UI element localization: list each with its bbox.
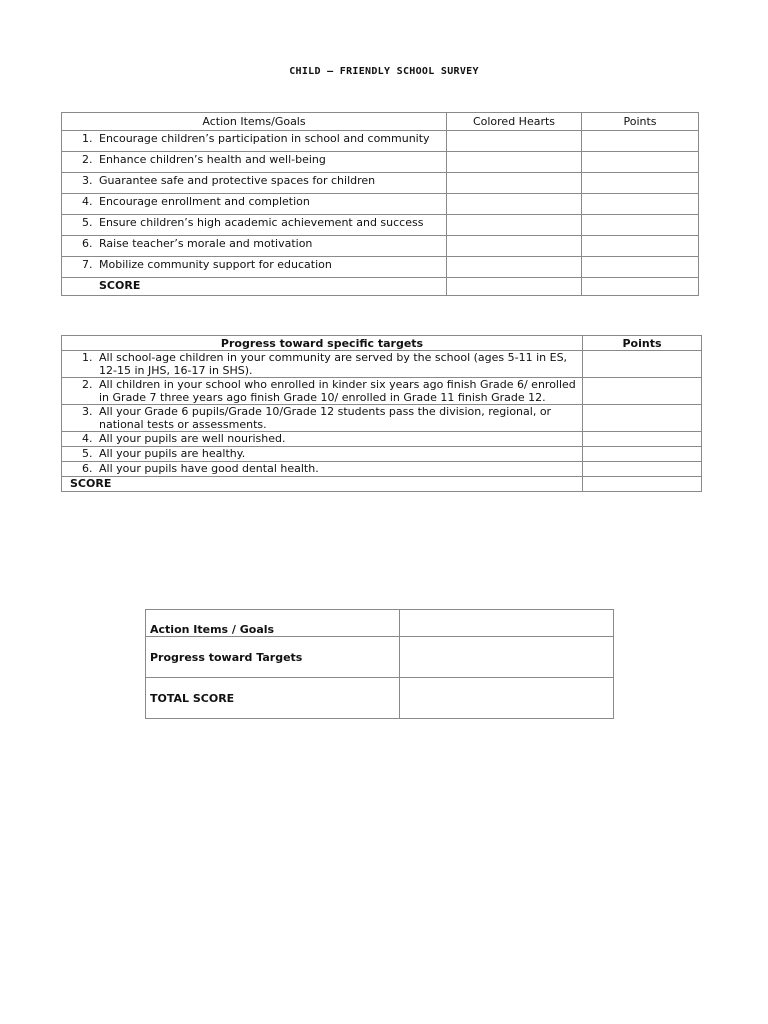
summary-row-progress xyxy=(146,637,614,678)
goals-table xyxy=(61,112,699,296)
goal-item xyxy=(62,152,447,173)
summary-value-cell[interactable] xyxy=(400,610,614,637)
summary-value-cell[interactable] xyxy=(400,637,614,678)
points-cell[interactable] xyxy=(582,236,699,257)
goal-item xyxy=(62,131,447,152)
points-cell[interactable] xyxy=(583,378,702,405)
goals-header-colored-hearts: Colored Hearts xyxy=(447,113,582,131)
goal-text: Encourage enrollment and completion xyxy=(99,195,310,208)
survey-title: CHILD – FRIENDLY SCHOOL SURVEY xyxy=(289,66,479,77)
target-number: 6. xyxy=(82,462,93,475)
targets-header-row xyxy=(62,336,702,351)
table-row xyxy=(62,447,702,462)
target-number: 3. xyxy=(82,405,93,418)
colored-hearts-cell[interactable] xyxy=(447,194,582,215)
points-cell[interactable] xyxy=(583,405,702,432)
goal-number: 7. xyxy=(82,258,93,271)
goal-number: 5. xyxy=(82,216,93,229)
target-number: 1. xyxy=(82,351,93,364)
summary-row-action-items xyxy=(146,610,614,637)
table-row xyxy=(62,405,702,432)
goal-item xyxy=(62,173,447,194)
points-cell[interactable] xyxy=(582,173,699,194)
goal-item xyxy=(62,257,447,278)
target-item xyxy=(62,462,583,477)
points-cell[interactable] xyxy=(583,447,702,462)
targets-table xyxy=(61,335,702,492)
table-row xyxy=(62,215,699,236)
points-cell[interactable] xyxy=(582,152,699,173)
summary-label-total: TOTAL SCORE xyxy=(146,678,400,719)
points-score-cell[interactable] xyxy=(582,278,699,296)
points-score-cell[interactable] xyxy=(583,477,702,492)
goal-text: Raise teacher’s morale and motivation xyxy=(99,237,313,250)
table-row xyxy=(62,351,702,378)
summary-row-total xyxy=(146,678,614,719)
goal-item xyxy=(62,194,447,215)
points-cell[interactable] xyxy=(583,432,702,447)
goal-text: Ensure children’s high academic achievement and success xyxy=(99,216,424,229)
target-number: 4. xyxy=(82,432,93,445)
goal-text: Enhance children’s health and well-being xyxy=(99,153,326,166)
goal-item xyxy=(62,215,447,236)
summary-label-progress: Progress toward Targets xyxy=(146,637,400,678)
table-row xyxy=(62,378,702,405)
goals-header-action-items: Action Items/Goals xyxy=(62,113,447,131)
target-text: All your pupils have good dental health. xyxy=(99,462,319,475)
summary-label-action-items: Action Items / Goals xyxy=(146,610,400,637)
table-row xyxy=(62,257,699,278)
summary-value-cell[interactable] xyxy=(400,678,614,719)
goals-header-row xyxy=(62,113,699,131)
goal-number: 3. xyxy=(82,174,93,187)
target-item xyxy=(62,432,583,447)
target-item xyxy=(62,405,583,432)
points-cell[interactable] xyxy=(582,215,699,236)
target-number: 2. xyxy=(82,378,93,391)
goal-text: Guarantee safe and protective spaces for children xyxy=(99,174,376,187)
goal-number: 4. xyxy=(82,195,93,208)
table-row xyxy=(62,194,699,215)
goals-score-label: SCORE xyxy=(62,278,447,296)
goal-number: 6. xyxy=(82,237,93,250)
goals-header-points: Points xyxy=(582,113,699,131)
goal-text: Mobilize community support for education xyxy=(99,258,332,271)
points-cell[interactable] xyxy=(582,257,699,278)
target-text: All your Grade 6 pupils/Grade 10/Grade 12 students pass the division, regional, or national tests or assessments. xyxy=(99,405,552,431)
target-number: 5. xyxy=(82,447,93,460)
target-text: All school-age children in your community are served by the school (ages 5-11 in ES, 12-15 in JHS, 16-17 in SHS). xyxy=(99,351,568,377)
colored-hearts-cell[interactable] xyxy=(447,152,582,173)
colored-hearts-cell[interactable] xyxy=(447,236,582,257)
table-row xyxy=(62,173,699,194)
table-row xyxy=(62,462,702,477)
table-row xyxy=(62,152,699,173)
target-text: All children in your school who enrolled in kinder six years ago finish Grade 6/ enrolled in Grade 7 three years ago finish Grade 10/ enrolled in Grade 11 finish Grade 12. xyxy=(99,378,576,404)
targets-header-progress: Progress toward specific targets xyxy=(62,336,583,351)
target-item xyxy=(62,378,583,405)
table-row xyxy=(62,432,702,447)
target-item xyxy=(62,351,583,378)
targets-score-label: SCORE xyxy=(62,477,583,492)
table-row xyxy=(62,131,699,152)
colored-hearts-cell[interactable] xyxy=(447,257,582,278)
summary-table xyxy=(145,609,614,719)
points-cell[interactable] xyxy=(583,351,702,378)
colored-hearts-score-cell[interactable] xyxy=(447,278,582,296)
goals-score-row xyxy=(62,278,699,296)
target-item xyxy=(62,447,583,462)
target-text: All your pupils are healthy. xyxy=(99,447,246,460)
points-cell[interactable] xyxy=(582,194,699,215)
points-cell[interactable] xyxy=(582,131,699,152)
goal-text: Encourage children’s participation in school and community xyxy=(99,132,430,145)
colored-hearts-cell[interactable] xyxy=(447,215,582,236)
colored-hearts-cell[interactable] xyxy=(447,173,582,194)
colored-hearts-cell[interactable] xyxy=(447,131,582,152)
points-cell[interactable] xyxy=(583,462,702,477)
target-text: All your pupils are well nourished. xyxy=(99,432,286,445)
goal-number: 2. xyxy=(82,153,93,166)
targets-header-points: Points xyxy=(583,336,702,351)
table-row xyxy=(62,236,699,257)
targets-score-row xyxy=(62,477,702,492)
goal-item xyxy=(62,236,447,257)
goal-number: 1. xyxy=(82,132,93,145)
